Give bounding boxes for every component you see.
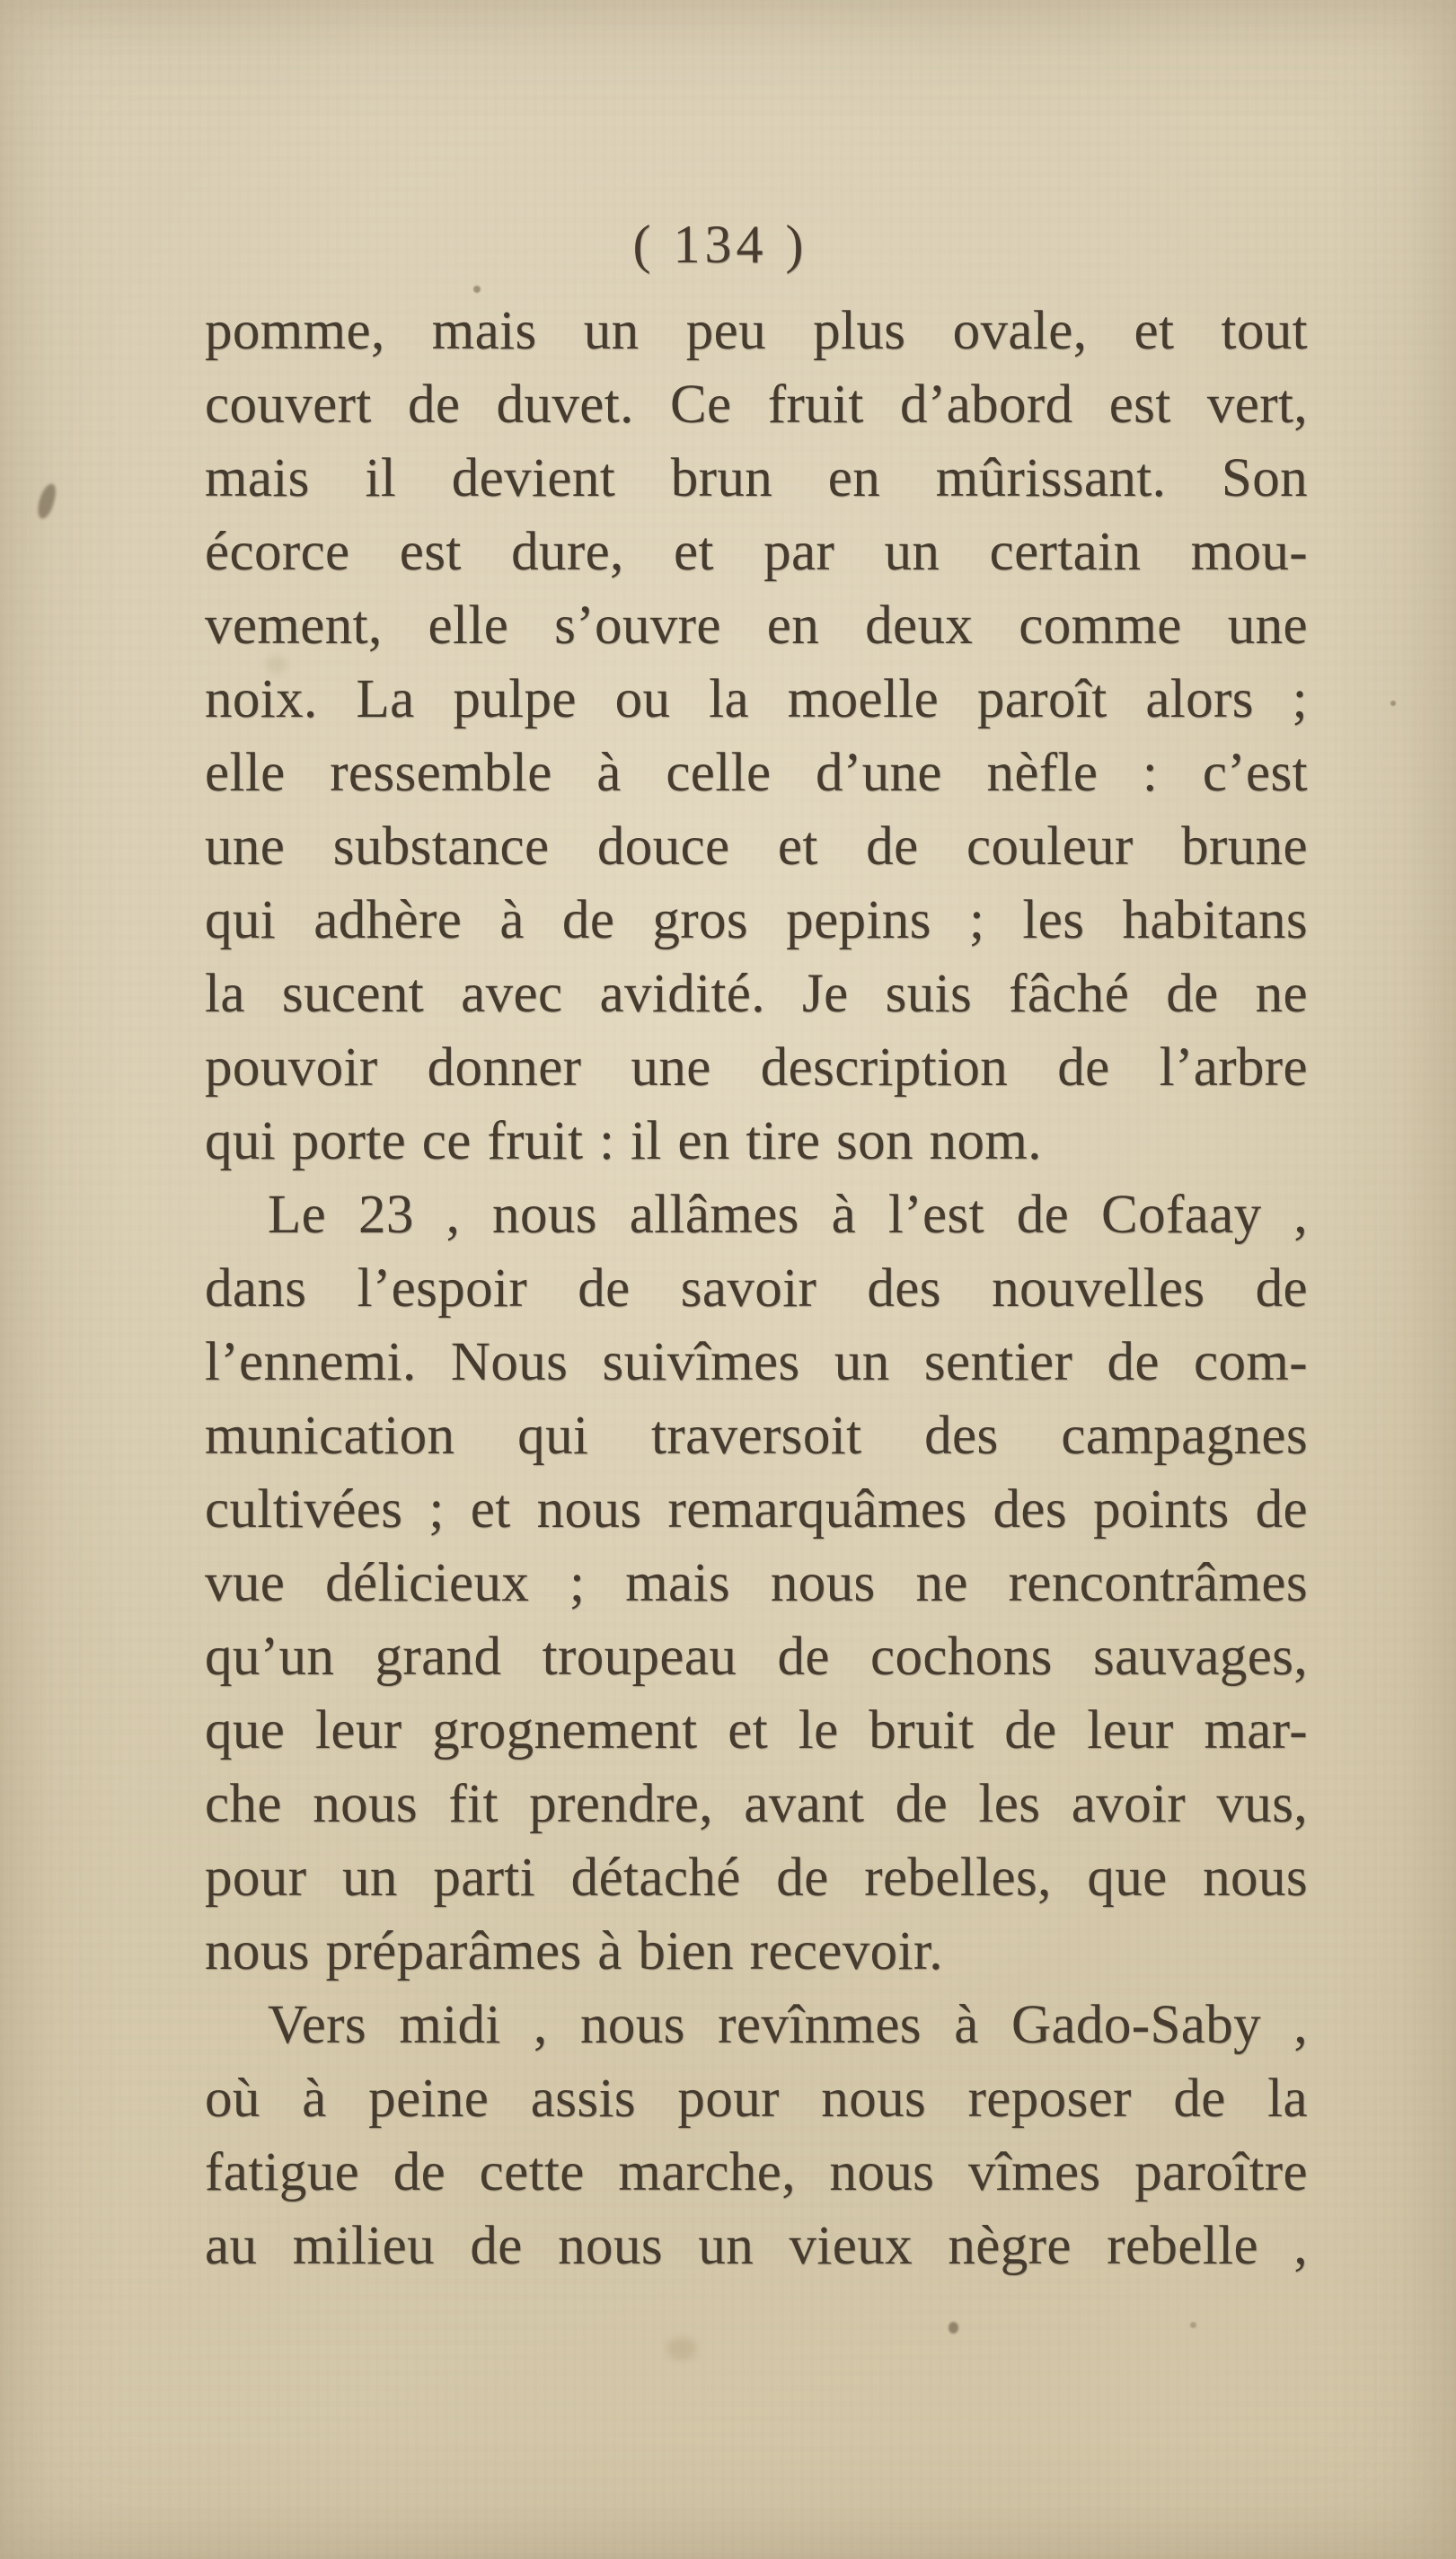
text-line: fatigue de cette marche, nous vîmes paroître <box>205 2142 1308 2202</box>
text-line: pour un parti détaché de rebelles, que nous <box>205 1848 1308 1908</box>
text-line: que leur grognement et le bruit de leur mar- <box>205 1700 1308 1760</box>
body-text <box>205 295 1308 2283</box>
text-line-paragraph-end: nous préparâmes à bien recevoir. <box>205 1921 943 1981</box>
text-line-paragraph-start: Le 23 , nous allâmes à l’est de Cofaay , <box>268 1185 1308 1245</box>
text-line: noix. La pulpe ou la moelle paroît alors ; <box>205 669 1308 729</box>
text-line-paragraph-end: qui porte ce fruit : il en tire son nom. <box>205 1111 1042 1171</box>
text-line: qu’un grand troupeau de cochons sauvages, <box>205 1627 1308 1687</box>
ink-speck <box>473 286 481 293</box>
ink-speck <box>949 2322 958 2334</box>
text-line: la sucent avec avidité. Je suis fâché de ne <box>205 964 1308 1024</box>
ink-speck <box>1190 2322 1196 2328</box>
ink-speck <box>1390 701 1396 706</box>
text-line: au milieu de nous un vieux nègre rebelle , <box>205 2216 1308 2276</box>
text-line: pouvoir donner une description de l’arbre <box>205 1037 1308 1098</box>
text-line: mais il devient brun en mûrissant. Son <box>205 448 1308 508</box>
text-line: cultivées ; et nous remarquâmes des points de <box>205 1479 1308 1540</box>
text-line: une substance douce et de couleur brune <box>205 816 1308 877</box>
text-line-paragraph-start: Vers midi , nous revînmes à Gado-Saby , <box>268 1995 1308 2055</box>
text-line: où à peine assis pour nous reposer de la <box>205 2069 1308 2129</box>
page-number: ( 134 ) <box>632 215 808 274</box>
text-line: écorce est dure, et par un certain mou- <box>205 522 1308 582</box>
text-line: qui adhère à de gros pepins ; les habitans <box>205 890 1308 950</box>
text-line: dans l’espoir de savoir des nouvelles de <box>205 1258 1308 1319</box>
text-line: l’ennemi. Nous suivîmes un sentier de com- <box>205 1332 1308 1392</box>
text-line: vue délicieux ; mais nous ne rencontrâmes <box>205 1553 1308 1613</box>
text-line: vement, elle s’ouvre en deux comme une <box>205 596 1308 656</box>
text-line: pomme, mais un peu plus ovale, et tout <box>205 301 1308 361</box>
text-line: elle ressemble à celle d’une nèfle : c’est <box>205 743 1308 803</box>
ink-speck <box>35 482 57 521</box>
text-line: couvert de duvet. Ce fruit d’abord est vert, <box>205 375 1308 435</box>
text-line: munication qui traversoit des campagnes <box>205 1406 1308 1466</box>
text-line: che nous fit prendre, avant de les avoir vus, <box>205 1774 1308 1834</box>
paper-stain <box>666 2337 697 2360</box>
